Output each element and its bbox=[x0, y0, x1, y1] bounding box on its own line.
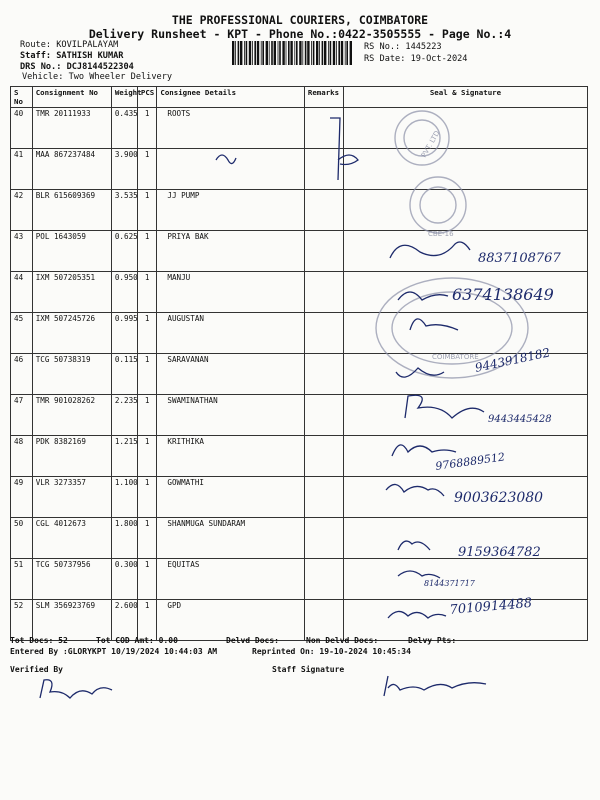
row-consignee: MANJU bbox=[157, 272, 305, 313]
row-consignee: GOWMATHI bbox=[157, 477, 305, 518]
row-weight: 0.300 bbox=[111, 559, 137, 600]
row-seal bbox=[343, 272, 587, 313]
table-row bbox=[11, 600, 588, 641]
handwritten-phone-47: 9443445428 bbox=[488, 414, 552, 425]
staff-signature-label: Staff Signature bbox=[272, 665, 345, 674]
row-seal bbox=[343, 149, 587, 190]
vehicle-label: Vehicle: Two Wheeler Delivery bbox=[22, 72, 173, 82]
header-consignment: Consignment No bbox=[32, 87, 111, 108]
row-consignment: POL 1643059 bbox=[32, 231, 111, 272]
row-sno: 46 bbox=[11, 354, 33, 395]
barcode-bar bbox=[252, 41, 253, 65]
delivered-docs: Delvd Docs: bbox=[226, 636, 279, 645]
row-weight: 0.115 bbox=[111, 354, 137, 395]
row-sno: 52 bbox=[11, 600, 33, 641]
table-row bbox=[11, 518, 588, 559]
table-row bbox=[11, 477, 588, 518]
table-row bbox=[11, 149, 588, 190]
barcode-bar bbox=[296, 41, 298, 65]
row-pcs: 1 bbox=[137, 600, 157, 641]
barcode-bar bbox=[305, 41, 307, 65]
barcode-bar bbox=[313, 41, 315, 65]
seal-city-text: CBE-16 bbox=[428, 230, 454, 238]
barcode-bar bbox=[302, 41, 303, 65]
entered-by: Entered By :GLORYKPT 10/19/2024 10:44:03 AM bbox=[10, 647, 218, 656]
row-weight: 1.100 bbox=[111, 477, 137, 518]
row-seal bbox=[343, 600, 587, 641]
barcode-bar bbox=[271, 41, 273, 65]
row-sno: 43 bbox=[11, 231, 33, 272]
row-weight: 0.435 bbox=[111, 108, 137, 149]
handwritten-phone-44: 6374138649 bbox=[452, 285, 554, 304]
barcode-bar bbox=[261, 41, 262, 65]
row-consignment: MAA 867237484 bbox=[32, 149, 111, 190]
barcode-bar bbox=[282, 41, 284, 65]
runsheet-subtitle: Delivery Runsheet - KPT - Phone No.:0422-3505555 - Page No.:4 bbox=[88, 27, 512, 41]
handwritten-phone-50: 9159364782 bbox=[458, 545, 541, 560]
row-consignment: IXM 507245726 bbox=[32, 313, 111, 354]
row-remarks bbox=[304, 108, 343, 149]
barcode-bar bbox=[330, 41, 332, 65]
row-consignee bbox=[157, 149, 305, 190]
row-consignment: VLR 3273357 bbox=[32, 477, 111, 518]
row-seal bbox=[343, 477, 587, 518]
header-consignee: Consignee Details bbox=[157, 87, 305, 108]
row-pcs: 1 bbox=[137, 272, 157, 313]
row-sno: 47 bbox=[11, 395, 33, 436]
row-pcs: 1 bbox=[137, 313, 157, 354]
row-consignment: TMR 20111933 bbox=[32, 108, 111, 149]
header-sno: S No bbox=[11, 87, 33, 108]
barcode-bar bbox=[246, 41, 248, 65]
barcode-bar bbox=[322, 41, 324, 65]
row-sno: 48 bbox=[11, 436, 33, 477]
row-remarks bbox=[304, 436, 343, 477]
row-pcs: 1 bbox=[137, 477, 157, 518]
barcode-bar bbox=[232, 41, 234, 65]
row-pcs: 1 bbox=[137, 559, 157, 600]
barcode-bar bbox=[324, 41, 326, 65]
barcode-bar bbox=[307, 41, 309, 65]
barcode-bar bbox=[240, 41, 242, 65]
barcode-bar bbox=[249, 41, 251, 65]
row-seal bbox=[343, 559, 587, 600]
row-consignment: BLR 615609369 bbox=[32, 190, 111, 231]
table-row bbox=[11, 354, 588, 395]
table-row bbox=[11, 436, 588, 477]
row-sno: 45 bbox=[11, 313, 33, 354]
barcode bbox=[232, 41, 352, 65]
barcode-bar bbox=[278, 41, 279, 65]
row-consignee: GPD bbox=[157, 600, 305, 641]
total-docs: Tot Docs: 52 bbox=[10, 636, 68, 645]
row-seal bbox=[343, 231, 587, 272]
row-seal bbox=[343, 436, 587, 477]
row-sno: 49 bbox=[11, 477, 33, 518]
barcode-bar bbox=[346, 41, 348, 65]
barcode-bar bbox=[345, 41, 346, 65]
barcode-bar bbox=[290, 41, 292, 65]
row-consignee: JJ PUMP bbox=[157, 190, 305, 231]
row-consignment: CGL 4012673 bbox=[32, 518, 111, 559]
rs-date: RS Date: 19-Oct-2024 bbox=[364, 54, 468, 64]
non-delivered-docs: Non Delvd Docs: bbox=[306, 636, 379, 645]
row-weight: 3.535 bbox=[111, 190, 137, 231]
row-consignee: SARAVANAN bbox=[157, 354, 305, 395]
row-pcs: 1 bbox=[137, 518, 157, 559]
row-sno: 42 bbox=[11, 190, 33, 231]
header-pcs: PCS bbox=[137, 87, 157, 108]
table-row bbox=[11, 190, 588, 231]
row-pcs: 1 bbox=[137, 108, 157, 149]
barcode-bar bbox=[262, 41, 264, 65]
row-weight: 3.900 bbox=[111, 149, 137, 190]
verified-signature bbox=[40, 680, 112, 698]
table-row bbox=[11, 231, 588, 272]
row-consignment: TCG 50737956 bbox=[32, 559, 111, 600]
row-weight: 2.600 bbox=[111, 600, 137, 641]
row-sno: 51 bbox=[11, 559, 33, 600]
row-seal bbox=[343, 395, 587, 436]
seal-mid-text: COIMBATORE bbox=[432, 353, 479, 361]
barcode-bar bbox=[350, 41, 352, 65]
header-remarks: Remarks bbox=[304, 87, 343, 108]
table-row bbox=[11, 108, 588, 149]
row-seal bbox=[343, 313, 587, 354]
row-sno: 40 bbox=[11, 108, 33, 149]
barcode-bar bbox=[266, 41, 268, 65]
row-weight: 0.995 bbox=[111, 313, 137, 354]
row-pcs: 1 bbox=[137, 231, 157, 272]
route-label: Route: KOVILPALAYAM bbox=[20, 40, 119, 50]
barcode-bar bbox=[235, 41, 236, 65]
row-sno: 50 bbox=[11, 518, 33, 559]
rs-number: RS No.: 1445223 bbox=[364, 42, 442, 52]
row-sno: 41 bbox=[11, 149, 33, 190]
row-remarks bbox=[304, 231, 343, 272]
handwritten-phone-49: 9003623080 bbox=[454, 490, 544, 506]
barcode-bar bbox=[257, 41, 259, 65]
barcode-bar bbox=[311, 41, 312, 65]
table-row bbox=[11, 272, 588, 313]
row-consignment: IXM 507205351 bbox=[32, 272, 111, 313]
barcode-bar bbox=[294, 41, 295, 65]
table-row bbox=[11, 313, 588, 354]
row-remarks bbox=[304, 600, 343, 641]
barcode-bar bbox=[288, 41, 290, 65]
row-consignee: KRITHIKA bbox=[157, 436, 305, 477]
row-consignee: EQUITAS bbox=[157, 559, 305, 600]
row-weight: 0.625 bbox=[111, 231, 137, 272]
row-consignee: PRIYA BAK bbox=[157, 231, 305, 272]
handwritten-phone-51: 8144371717 bbox=[424, 579, 475, 588]
row-remarks bbox=[304, 313, 343, 354]
row-pcs: 1 bbox=[137, 436, 157, 477]
barcode-bar bbox=[269, 41, 270, 65]
row-pcs: 1 bbox=[137, 354, 157, 395]
row-consignment: SLM 356923769 bbox=[32, 600, 111, 641]
table-header-row bbox=[11, 87, 588, 108]
row-consignment: TCG 50738319 bbox=[32, 354, 111, 395]
barcode-bar bbox=[254, 41, 256, 65]
row-consignee: AUGUSTAN bbox=[157, 313, 305, 354]
barcode-bar bbox=[316, 41, 318, 65]
row-seal bbox=[343, 354, 587, 395]
table-row bbox=[11, 559, 588, 600]
staff-signature-mark bbox=[384, 676, 486, 696]
handwritten-phone-46: 9443918182 bbox=[473, 345, 552, 375]
barcode-bar bbox=[299, 41, 301, 65]
company-title: THE PROFESSIONAL COURIERS, COIMBATORE bbox=[171, 13, 429, 27]
row-consignee: SHANMUGA SUNDARAM bbox=[157, 518, 305, 559]
barcode-bar bbox=[286, 41, 287, 65]
handwritten-phone-43: 8837108767 bbox=[478, 251, 561, 266]
staff-label: Staff: SATHISH KUMAR bbox=[20, 51, 124, 61]
barcode-bar bbox=[341, 41, 343, 65]
row-pcs: 1 bbox=[137, 149, 157, 190]
row-remarks bbox=[304, 354, 343, 395]
barcode-bar bbox=[274, 41, 276, 65]
row-consignment: PDK 8382169 bbox=[32, 436, 111, 477]
row-consignment: TMR 901028262 bbox=[32, 395, 111, 436]
table-row bbox=[11, 395, 588, 436]
runsheet-table bbox=[10, 86, 588, 641]
barcode-bar bbox=[338, 41, 340, 65]
row-weight: 1.800 bbox=[111, 518, 137, 559]
row-pcs: 1 bbox=[137, 190, 157, 231]
barcode-bar bbox=[319, 41, 320, 65]
barcode-bar bbox=[244, 41, 245, 65]
row-remarks bbox=[304, 559, 343, 600]
total-cod: Tot COD Amt: 0.00 bbox=[96, 636, 178, 645]
row-weight: 0.950 bbox=[111, 272, 137, 313]
row-weight: 2.235 bbox=[111, 395, 137, 436]
row-consignee: ROOTS bbox=[157, 108, 305, 149]
row-remarks bbox=[304, 518, 343, 559]
verified-by-label: Verified By bbox=[10, 665, 63, 674]
handwritten-phone-52: 7010914488 bbox=[449, 595, 533, 618]
barcode-bar bbox=[328, 41, 329, 65]
drs-label: DRS No.: DCJ8144522304 bbox=[20, 62, 134, 72]
row-consignee: SWAMINATHAN bbox=[157, 395, 305, 436]
row-remarks bbox=[304, 190, 343, 231]
row-remarks bbox=[304, 477, 343, 518]
barcode-bar bbox=[238, 41, 240, 65]
seal-top-text: PVT. LTD bbox=[419, 129, 442, 159]
barcode-bar bbox=[333, 41, 335, 65]
row-sno: 44 bbox=[11, 272, 33, 313]
row-seal bbox=[343, 190, 587, 231]
row-weight: 1.215 bbox=[111, 436, 137, 477]
row-seal bbox=[343, 108, 587, 149]
header-weight: Weight bbox=[111, 87, 137, 108]
row-remarks bbox=[304, 395, 343, 436]
header-seal: Seal & Signature bbox=[343, 87, 587, 108]
row-remarks bbox=[304, 149, 343, 190]
barcode-bar bbox=[279, 41, 281, 65]
delivery-points: Delvy Pts: bbox=[408, 636, 457, 645]
reprinted-on: Reprinted On: 19-10-2024 10:45:34 bbox=[252, 647, 411, 656]
row-remarks bbox=[304, 272, 343, 313]
handwritten-phone-48: 9768889512 bbox=[434, 450, 506, 473]
barcode-bar bbox=[336, 41, 337, 65]
row-pcs: 1 bbox=[137, 395, 157, 436]
row-seal bbox=[343, 518, 587, 559]
